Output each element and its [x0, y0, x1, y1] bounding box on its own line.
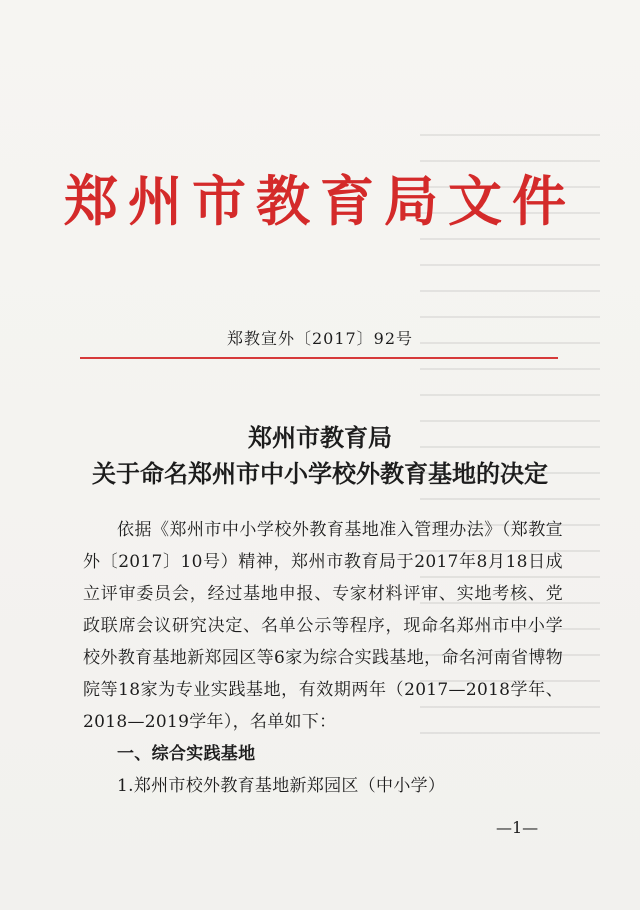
document-title-line2: 关于命名郑州市中小学校外教育基地的决定: [92, 459, 548, 488]
document-number: 郑教宣外〔2017〕92号: [226, 329, 414, 348]
document-masthead: 郑州市教育局文件: [64, 169, 576, 233]
document-title-line1: 郑州市教育局: [248, 423, 392, 452]
red-divider-line: [80, 357, 558, 359]
list-item: 1.郑州市校外教育基地新郑园区（中小学）: [117, 776, 446, 796]
section-heading: 一、综合实践基地: [117, 744, 256, 764]
page-number: —1—: [496, 818, 539, 837]
body-paragraph: 依据《郑州市中小学校外教育基地准入管理办法》（郑教宣外〔2017〕10号）精神，郑州市教育局于2017年8月18日成立评审委员会，经过基地申报、专家材料评审、实地考核、党政联席会议研究决定、名单公示等程序，现命名郑州市中小学校外教育基地新郑园区等6家为综合实践基地，命名河南省博物院等18家为专业实践基地，有效期两年（2017—2018学年、2018—2019学年），名单如下：: [83, 520, 563, 732]
